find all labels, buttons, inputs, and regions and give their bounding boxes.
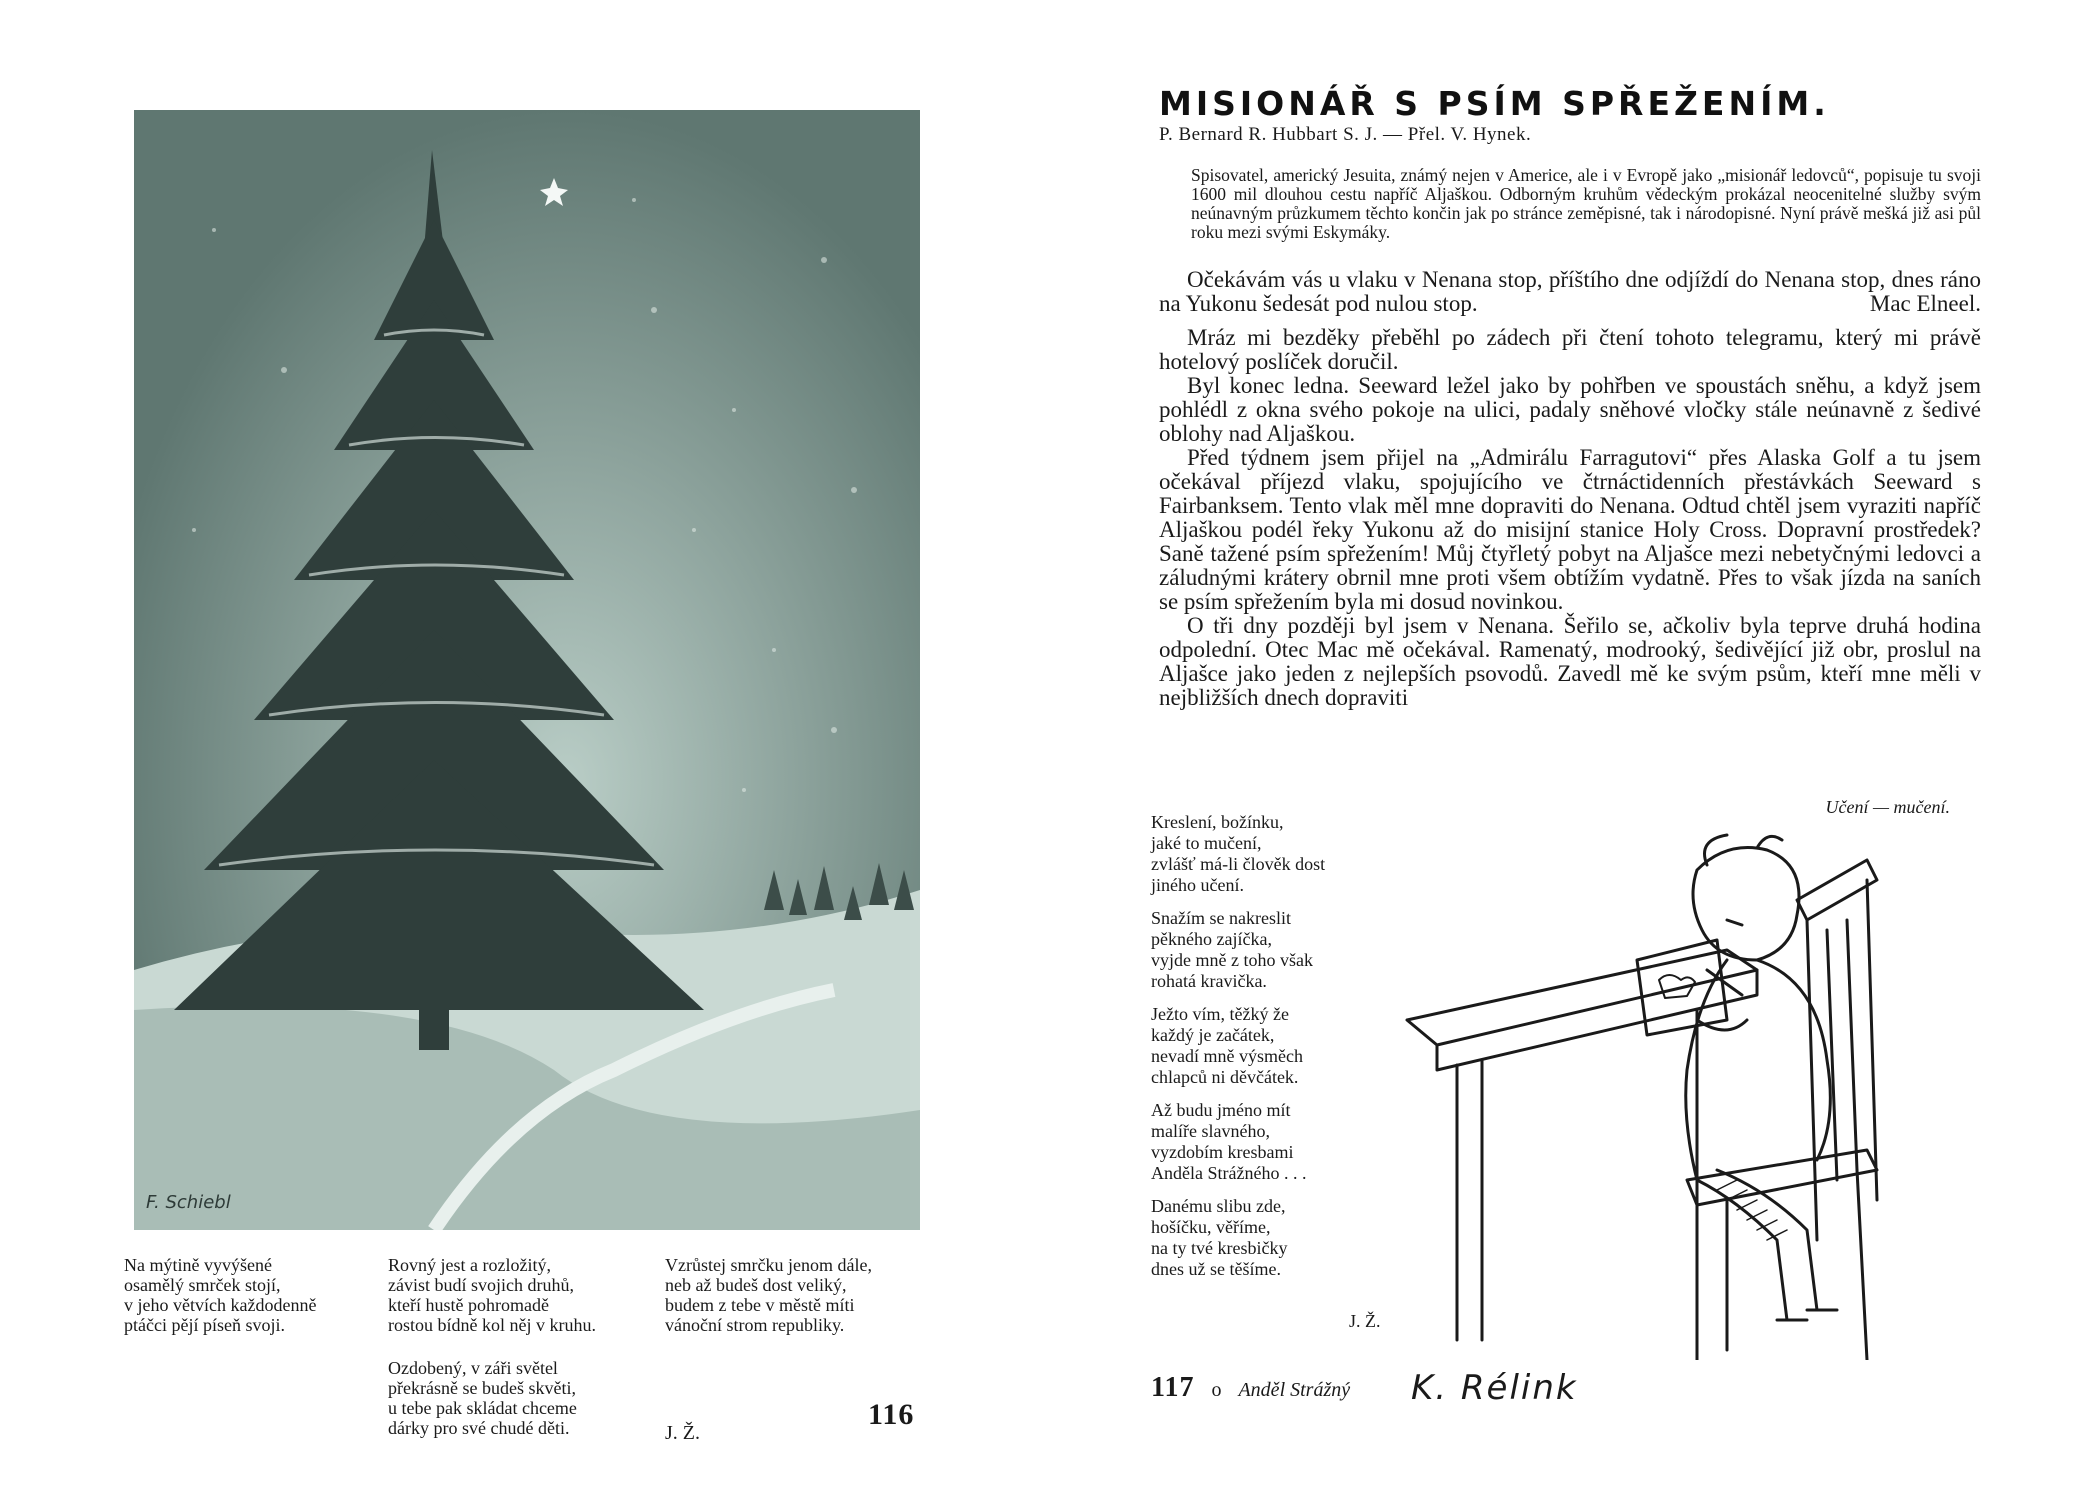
caption-stanza-1: Na mýtině vyvýšené osamělý smrček stojí, v jeho větvích každodenně ptáčci pějí píseň svoji. xyxy=(124,1255,317,1335)
poem-title: Učení — mučení. xyxy=(1825,797,1950,817)
caption-stanza-4: Vzrůstej smrčku jenom dále, neb až budeš dost veliký, budem z tebe v městě míti vánoční strom republiky. xyxy=(665,1255,872,1335)
telegram-text: Očekávám vás u vlaku v Nenana stop, příštího dne odjíždí do Nenana stop, dnes ráno na Yukonu šedesát pod nulou stop. xyxy=(1159,267,1981,316)
article-paragraph: Před týdnem jsem přijel na „Admirálu Farragutovi“ přes Alaska Golf a tu jsem očekával příjezd vlaku, spojujícího ve čtrnáctidenních přestávkách Seeward s Fairbanksem. Tento vlak měl mne dopraviti do Nenana. Odtud chtěl jsem vyraziti napříč Aljaškou podél řeky Yukonu až do misijní stanice Holy Cross. Dopravní prostředek? Saně tažené psím spřežením! Můj čtyřletý pobyt na Aljašce mezi nebetyčnými ledovci a záludnými krátery obrnil mne proti všem obtížím vydatně. Přes to však jízda na saních se psím spřežením byla mi dosud novinkou. xyxy=(1159,445,1981,614)
poem-signature: J. Ž. xyxy=(1349,1311,1381,1331)
page-number-right: 117 xyxy=(1151,1372,1195,1403)
caption-stanza-3: Ozdobený, v záři světel překrásně se budeš skvěti, u tebe pak skládat chceme dárky pro své chudé děti. xyxy=(388,1358,577,1438)
article-paragraph: O tři dny později byl jsem v Nenana. Šeřilo se, ačkoliv byla teprve druhá hodina odpolední. Otec Mac mě očekával. Ramenatý, modrooký, šedivějící již obr, proslul na Aljašce jako jeden z nejlepších psovodů. Zavedl mě ke svým psům, kteří mne měli v nejbližších dnech dopraviti xyxy=(1159,613,1981,710)
poem-stanza: Až budu jméno mít malíře slavného, vyzdobím kresbami Anděla Strážného . . . xyxy=(1151,1100,1307,1183)
right-page xyxy=(1039,0,2078,1500)
caption-signature: J. Ž. xyxy=(665,1422,700,1444)
tree-illustration-signature: F. Schiebl xyxy=(146,1192,231,1213)
christmas-tree-illustration xyxy=(134,110,920,1230)
article-title: MISIONÁŘ S PSÍM SPŘEŽENÍM. xyxy=(1159,84,1830,123)
page-footer xyxy=(1151,1372,1350,1404)
telegram-paragraph xyxy=(1159,268,1981,316)
footer-separator: o xyxy=(1211,1379,1222,1401)
article-intro: Spisovatel, americký Jesuita, známý nejen v Americe, ale i v Evropě jako „misionář ledovců“, popisuje tu svoji 1600 mil dlouhou cestu napříč Aljaškou. Odborným kruhům vědeckým prokázal neocenitelné služby svým neúnavným průzkumem těchto končin jak po stránce zeměpisné, tak i národopisné. Nyní právě mešká již asi půl roku mezi svými Eskymáky. xyxy=(1191,165,1981,242)
poem-stanza: Danému slibu zde, hošíčku, věříme, na ty tvé kresbičky dnes už se těšíme. xyxy=(1151,1196,1288,1279)
magazine-name: Anděl Strážný xyxy=(1238,1379,1351,1401)
poem xyxy=(1151,812,1391,1292)
poem-stanza: Ježto vím, těžký že každý je začátek, nevadí mně výsměch chlapců ni děvčátek. xyxy=(1151,1004,1303,1087)
poem-stanza: Kreslení, božínku, jaké to mučení, zvlášť má-li člověk dost jiného učení. xyxy=(1151,812,1326,895)
caption-stanza-2: Rovný jest a rozložitý, závist budí svojich druhů, kteří hustě pohromadě rostou bídně kol něj v kruhu. xyxy=(388,1255,596,1335)
article-byline: P. Bernard R. Hubbart S. J. — Přel. V. Hynek. xyxy=(1159,124,1532,145)
article-body xyxy=(1159,268,1981,710)
boy-drawing-illustration xyxy=(1397,820,1997,1360)
poem-stanza: Snažím se nakreslit pěkného zajíčka, vyjde mně z toho však rohatá kravička. xyxy=(1151,908,1313,991)
boy-illustration-signature: K. Rélink xyxy=(1411,1368,1578,1408)
page-number-left: 116 xyxy=(868,1398,915,1431)
article-paragraph: Byl konec ledna. Seeward ležel jako by pohřben ve spoustách sněhu, a když jsem pohlédl z okna svého pokoje na ulici, padaly sněhové vločky stále neúnavně z šedivé oblohy nad Aljaškou. xyxy=(1159,373,1981,446)
telegram-signature: Mac Elneel. xyxy=(1869,291,1981,316)
article-paragraph: Mráz mi bezděky přeběhl po zádech při čtení tohoto telegramu, který mi právě hotelový poslíček doručil. xyxy=(1159,325,1981,374)
